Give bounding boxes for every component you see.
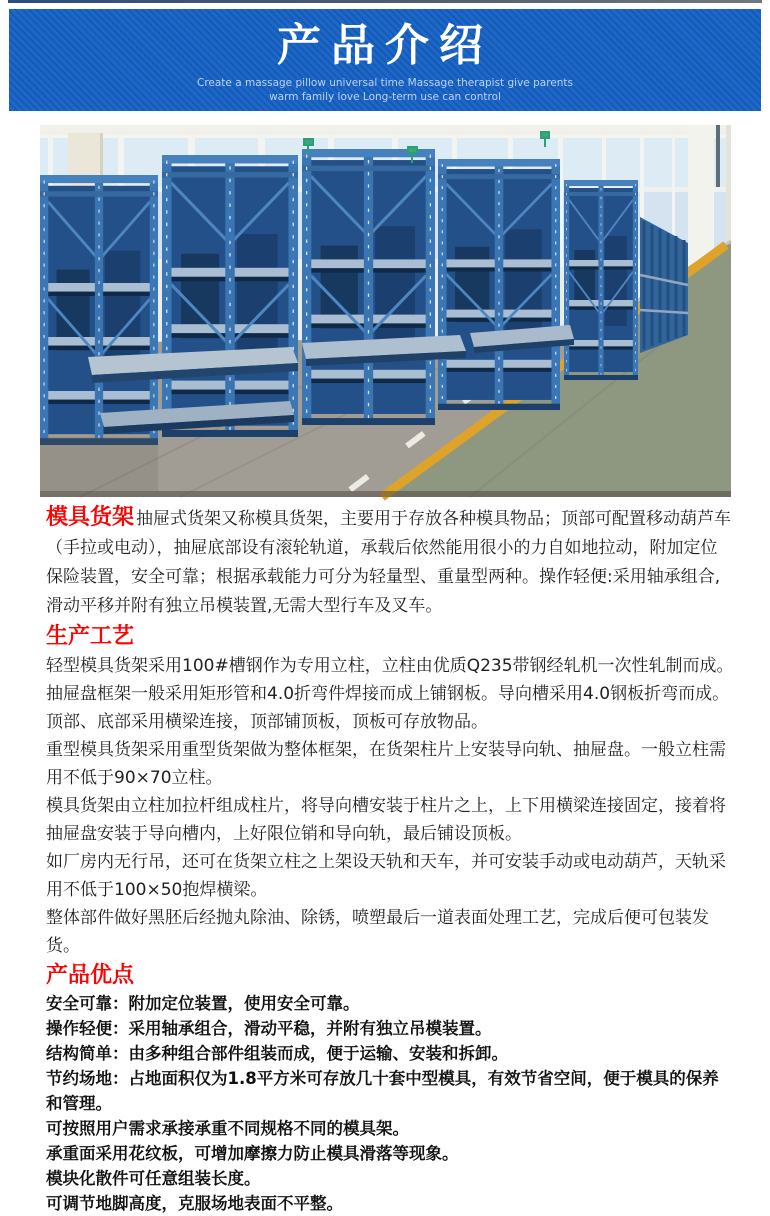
content [46, 503, 734, 1216]
intro-body: 抽屉式货架又称模具货架，主要用于存放各种模具物品；顶部可配置移动葫芦车（手拉或电动），抽屉底部设有滚轮轨道，承载后依然能用很小的力自如地拉动，附加定位保险装置，安全可靠；根据承载能力可分为轻量型、重量型两种。操作轻便:采用轴承组合,滑动平移并附有独立吊模装置,无需大型行车及叉车。 [46, 509, 732, 616]
banner-subtitle-line1: Create a massage pillow universal time Massage therapist give parents [196, 77, 573, 89]
advantage-item: 节约场地：占地面积仅为1.8平方米可存放几十套中型模具，有效节省空间，便于模具的保养和管理。 [46, 1069, 719, 1113]
advantage-item: 结构简单：由多种组合部件组装而成，便于运输、安装和拆卸。 [46, 1044, 508, 1063]
process-paragraph: 整体部件做好黑胚后经抛丸除油、除锈，喷塑最后一道表面处理工艺，完成后便可包装发货。 [46, 908, 709, 956]
process-paragraph: 抽屉盘框架一般采用矩形管和4.0折弯件焊接而成上铺钢板。导向槽采用4.0钢板折弯而成。顶部、底部采用横梁连接，顶部铺顶板，顶板可存放物品。 [46, 684, 730, 732]
intro-lead: 模具货架 [46, 505, 135, 530]
banner-subtitle-line2: warm family love Long-term use can control [269, 91, 501, 103]
advantage-item: 可按照用户需求承接承重不同规格不同的模具架。 [46, 1119, 409, 1138]
banner [9, 9, 761, 111]
process-paragraph: 模具货架由立柱加拉杆组成柱片，将导向槽安装于柱片之上，上下用横梁连接固定，接着将抽屉盘安装于导向槽内，上好限位销和导向轨，最后铺设顶板。 [46, 796, 726, 844]
top-divider [8, 0, 762, 3]
intro-paragraph [46, 503, 734, 621]
advantage-item: 操作轻便：采用轴承组合，滑动平稳，并附有独立吊模装置。 [46, 1019, 492, 1038]
process-paragraph: 如厂房内无行吊，还可在货架立柱之上架设天轨和天车，并可安装手动或电动葫芦，天轨采用不低于100×50抱焊横梁。 [46, 852, 726, 900]
page-title: 产品介绍 [277, 20, 493, 71]
section-heading-advantages: 产品优点 [46, 963, 135, 988]
banner-subtitle [9, 76, 761, 104]
section-heading-process: 生产工艺 [46, 624, 135, 649]
advantage-item: 模块化散件可任意组装长度。 [46, 1169, 261, 1188]
advantage-item: 可调节地脚高度，克服场地表面不平整。 [46, 1194, 343, 1213]
process-paragraph: 重型模具货架采用重型货架做为整体框架，在货架柱片上安装导向轨、抽屉盘。一般立柱需用不低于90×70立柱。 [46, 740, 726, 788]
process-paragraph: 轻型模具货架采用100#槽钢作为专用立柱，立柱由优质Q235带钢经轧机一次性轧制而成。 [46, 656, 734, 676]
factory-mold-racks-photo [40, 125, 731, 497]
advantage-item: 安全可靠：附加定位装置，使用安全可靠。 [46, 994, 360, 1013]
advantage-item: 承重面采用花纹板，可增加摩擦力防止模具滑落等现象。 [46, 1144, 459, 1163]
